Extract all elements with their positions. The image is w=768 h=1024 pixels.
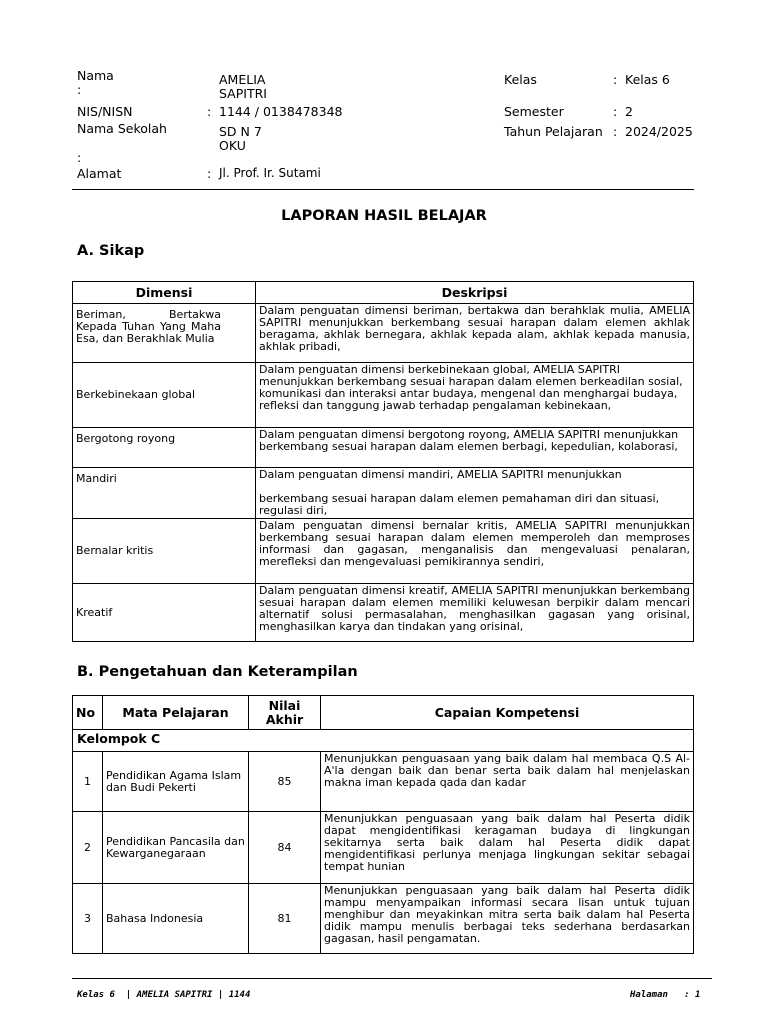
table-row xyxy=(73,363,694,428)
nama-value-1: AMELIA xyxy=(219,72,266,87)
nilai-table xyxy=(72,695,694,954)
footer-page: Halaman : 1 xyxy=(630,990,701,1000)
section-b-heading: B. Pengetahuan dan Keterampilan xyxy=(77,664,358,680)
deskripsi-cell: Dalam penguatan dimensi berkebinekaan global, AMELIA SAPITRI menunjukkan berkembang sesuai harapan dalam elemen berkeadilan sosial, komunikasi dan interaksi antar budaya, mengenal dan menghargai budaya, refleksi dan tanggung jawab terhadap pengalaman kebinekaan, xyxy=(256,363,694,428)
table-row xyxy=(73,752,694,812)
page-title: LAPORAN HASIL BELAJAR xyxy=(281,208,487,224)
sekolah-value-2: OKU xyxy=(219,138,246,153)
dimensi-cell: Bergotong royong xyxy=(73,428,256,468)
footer-divider xyxy=(72,978,712,979)
dimensi-cell: Berkebinekaan global xyxy=(73,363,256,428)
deskripsi-line-2: berkembang sesuai harapan dalam elemen pemahaman diri dan situasi, regulasi diri, xyxy=(259,492,660,517)
capaian-cell: Menunjukkan penguasaan yang baik dalam hal Peserta didik mampu menyampaikan informasi secara lisan untuk tujuan menghibur dan meyakinkan mitra serta baik dalam hal Peserta didik mampu menulis berbagai teks sederhana berdasarkan gagasan, hasil pengamatan. xyxy=(321,884,694,954)
tahun-value: 2024/2025 xyxy=(625,124,693,139)
sekolah-colon: : xyxy=(77,150,82,165)
tahun-label: Tahun Pelajaran xyxy=(504,124,603,139)
deskripsi-line-1: Dalam penguatan dimensi mandiri, AMELIA SAPITRI menunjukkan xyxy=(259,468,622,481)
no-cell: 3 xyxy=(73,884,103,954)
table-row xyxy=(73,468,694,519)
deskripsi-cell: Dalam penguatan dimensi bernalar kritis, AMELIA SAPITRI menunjukkan berkembang sesuai harapan dalam elemen memperoleh dan memproses informasi dan gagasan, menganalisis dan mengevaluasi penalaran, merefleksi dan mengevaluasi pemikirannya sendiri, xyxy=(256,519,694,584)
dimensi-cell: Beriman, Bertakwa Kepada Tuhan Yang Maha Esa, dan Berakhlak Mulia xyxy=(73,304,256,363)
nama-value-2: SAPITRI xyxy=(219,86,267,101)
sekolah-value-1: SD N 7 xyxy=(219,124,262,139)
nis-value: 1144 / 0138478348 xyxy=(219,104,343,119)
semester-value: 2 xyxy=(625,104,633,119)
section-a-heading: A. Sikap xyxy=(77,243,145,259)
dimensi-cell: Kreatif xyxy=(73,584,256,642)
table-row xyxy=(73,519,694,584)
table-row xyxy=(73,884,694,954)
nis-colon: : xyxy=(207,104,212,119)
table-row xyxy=(73,812,694,884)
col-dimensi: Dimensi xyxy=(73,282,256,304)
table-row xyxy=(73,304,694,363)
deskripsi-cell: Dalam penguatan dimensi beriman, bertakwa dan berahklak mulia, AMELIA SAPITRI menunjukkan berkembang sesuai harapan dalam elemen akhlak beragama, akhlak bernegara, akhlak kepada alam, akhlak kepada manusia, akhlak pribadi, xyxy=(256,304,694,363)
alamat-value: Jl. Prof. Ir. Sutami xyxy=(219,166,321,180)
nama-colon: : xyxy=(77,82,82,97)
deskripsi-cell: Dalam penguatan dimensi bergotong royong, AMELIA SAPITRI menunjukkan berkembang sesuai harapan dalam elemen berbagi, kepedulian, kolaborasi, xyxy=(256,428,694,468)
alamat-label: Alamat xyxy=(77,166,122,181)
nilai-cell: 81 xyxy=(249,884,321,954)
nilai-cell: 84 xyxy=(249,812,321,884)
kelas-value: Kelas 6 xyxy=(625,72,670,87)
tahun-colon: : xyxy=(613,124,618,139)
dimensi-cell: Bernalar kritis xyxy=(73,519,256,584)
capaian-cell: Menunjukkan penguasaan yang baik dalam hal membaca Q.S Al-A'la dengan baik dan benar serta baik dalam hal menjelaskan makna iman kepada qada dan kadar xyxy=(321,752,694,812)
table-row xyxy=(73,584,694,642)
no-cell: 1 xyxy=(73,752,103,812)
col-mapel: Mata Pelajaran xyxy=(103,696,249,730)
alamat-colon: : xyxy=(207,166,212,181)
sikap-table xyxy=(72,281,694,642)
dimensi-cell: Mandiri xyxy=(73,468,256,519)
sekolah-label: Nama Sekolah xyxy=(77,121,167,136)
col-nilai: Nilai Akhir xyxy=(249,696,321,730)
nilai-cell: 85 xyxy=(249,752,321,812)
mapel-cell: Bahasa Indonesia xyxy=(103,884,249,954)
col-no: No xyxy=(73,696,103,730)
no-cell: 2 xyxy=(73,812,103,884)
header-divider xyxy=(72,189,694,190)
table-row xyxy=(73,428,694,468)
kelas-colon: : xyxy=(613,72,618,87)
semester-label: Semester xyxy=(504,104,564,119)
col-deskripsi: Deskripsi xyxy=(256,282,694,304)
deskripsi-cell: Dalam penguatan dimensi kreatif, AMELIA SAPITRI menunjukkan berkembang sesuai harapan dalam elemen memiliki keluwesan berpikir dalam mencari alternatif solusi permasalahan, menghasilkan gagasan yang orisinal, menghasilkan karya dan tindakan yang orisinal, xyxy=(256,584,694,642)
footer-left: Kelas 6 | AMELIA SAPITRI | 1144 xyxy=(77,990,251,1000)
mapel-cell: Pendidikan Pancasila dan Kewarganegaraan xyxy=(103,812,249,884)
nis-label: NIS/NISN xyxy=(77,104,133,119)
group-row: Kelompok C xyxy=(73,730,694,752)
kelas-label: Kelas xyxy=(504,72,537,87)
col-capaian: Capaian Kompetensi xyxy=(321,696,694,730)
mapel-cell: Pendidikan Agama Islam dan Budi Pekerti xyxy=(103,752,249,812)
deskripsi-cell xyxy=(256,468,694,519)
capaian-cell: Menunjukkan penguasaan yang baik dalam hal Peserta didik dapat mengidentifikasi keragaman budaya di lingkungan sekitarnya serta baik dalam hal Peserta didik dapat mengidentifikasi perlunya menjaga lingkungan sekitar sebagai tempat hunian xyxy=(321,812,694,884)
semester-colon: : xyxy=(613,104,618,119)
nama-label: Nama xyxy=(77,68,114,83)
